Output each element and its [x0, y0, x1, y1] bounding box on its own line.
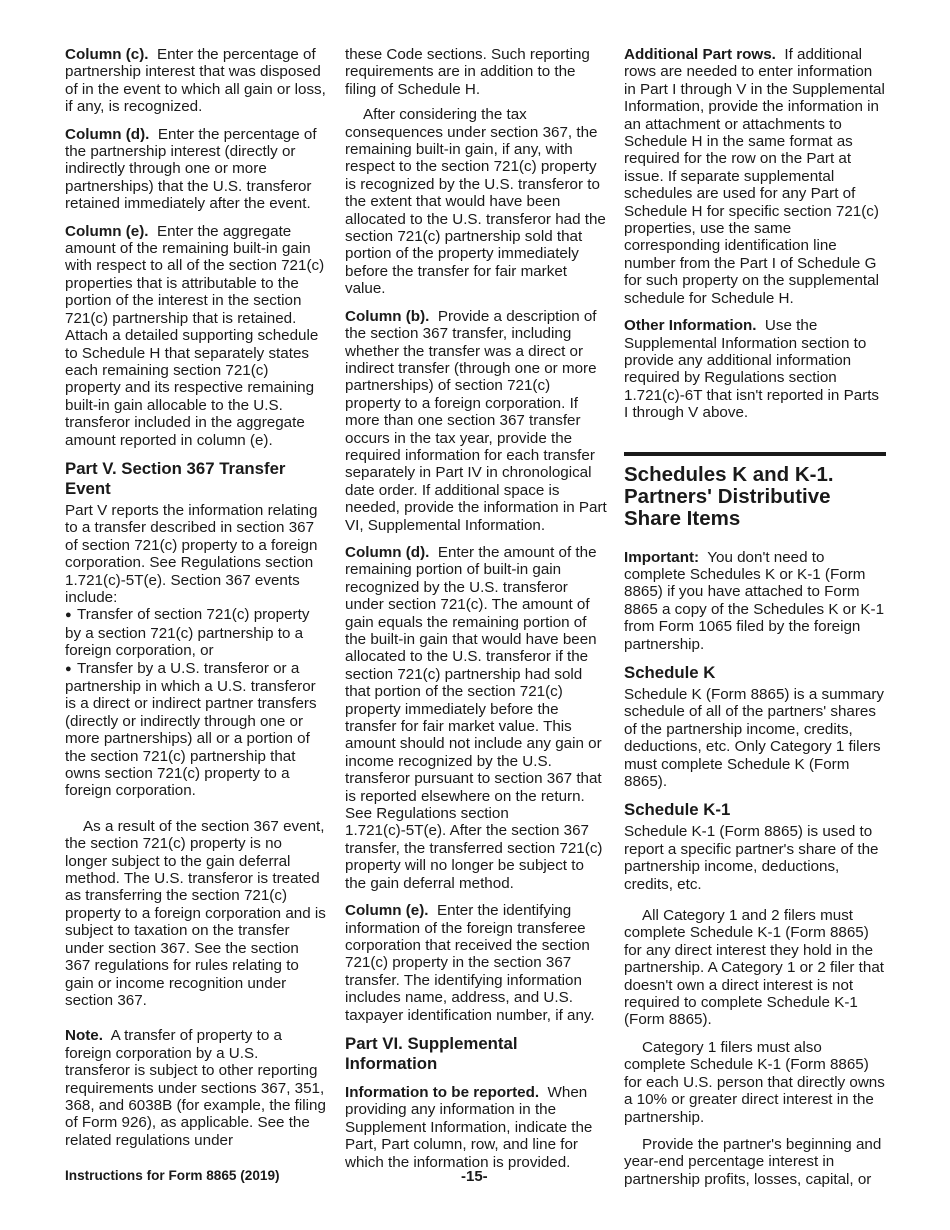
paragraph-lead: Column (d). — [65, 125, 150, 143]
bullet-icon: ● — [65, 609, 72, 622]
paragraph-continued: these Code sections. Such reporting requirements are in addition to the filing of Schedule H. — [345, 46, 590, 98]
paragraph-column-e — [345, 902, 607, 1024]
paragraph-column-e — [65, 223, 327, 449]
paragraph-lead: Column (b). — [345, 307, 430, 325]
paragraph-lead: Column (e). — [65, 222, 149, 240]
bullet-icon: ● — [65, 662, 72, 675]
paragraph-category-1-and-2: All Category 1 and 2 filers must complete Schedule K-1 (Form 8865) for any direct interest they hold in the partnership. A Category 1 or 2 filer that doesn't own a direct interest is not required to complete Schedule K-1 (Form 8865). — [624, 907, 885, 1029]
paragraph-lead: Important: — [624, 548, 700, 566]
bullet-item — [65, 660, 327, 800]
paragraph-text: Enter the aggregate amount of the remaining built-in gain with respect to all of the section 721(c) properties that is attributable to the portion of the interest in the section 721(c) partnership that is retained. Attach a detailed supporting schedule to Schedule H that separately states each remaining section 721(c) property and its respective remaining built-in gain allocable to the U.S. transferor included in the aggregate amount reported in column (e). — [65, 222, 325, 449]
bullet-text: Transfer of section 721(c) property by a section 721(c) partnership to a foreign corporation, or — [65, 606, 310, 660]
paragraph-percentage-interest: Provide the partner's beginning and year-end percentage interest in partnership profits, losses, capital, or — [624, 1135, 882, 1188]
paragraph-text: Enter the identifying information of the foreign transferee corporation that received the section 721(c) property in the section 367 transfer. The identifying information includes name, address, and U.S. taxpayer identification number, if any. — [345, 902, 595, 1024]
paragraph-column-b — [345, 308, 607, 534]
paragraph-section-367-result: As a result of the section 367 event, the section 721(c) property is no longer subject to the gain deferral method. The U.S. transferor is treated as transferring the section 721(c) property to a foreign corporation and is subject to taxation on the transfer under section 367. See the section 367 regulations for rules relating to gain or income recognition under section 367. — [65, 817, 326, 1009]
heading-part-vi: Part VI. Supplemental Information — [345, 1033, 518, 1073]
paragraph-lead: Additional Part rows. — [624, 46, 776, 63]
paragraph-text: Enter the amount of the remaining portion of built-in gain recognized by the U.S. transferor under section 721(c). The amount of gain equals the remaining portion of the built-in gain that would have been allocated to the U.S. transferor if the section 721(c) partnership had sold that portion of the section 721(c) property immediately before the transfer for fair market value. This amount should not include any gain or income recognized by the U.S. transferor pursuant to section 367 that is reported elsewhere on the return. See Regulations section 1.721(c)-5T(e). After the section 367 transfer, the transferred section 721(c) property will no longer be subject to the gain deferral method. — [345, 543, 603, 892]
paragraph-text: Enter the percentage of partnership interest that was disposed of in the event to which all gain or loss, if any, is recognized. — [65, 46, 326, 116]
text-column-3 — [624, 46, 886, 1198]
paragraph-lead: Column (d). — [345, 543, 430, 561]
paragraph-schedule-k1: Schedule K-1 (Form 8865) is used to report a specific partner's share of the partnership income, deductions, credits, etc. — [624, 823, 879, 893]
text-column-1 — [65, 46, 327, 1159]
paragraph-built-in-gain: After considering the tax consequences under section 367, the remaining built-in gain, if any, with respect to the section 721(c) property is recognized by the U.S. transferor to the extent that would have been allocated to the U.S. transferor had the section 721(c) partnership sold that portion of the property immediately before the transfer for fair market value. — [345, 106, 606, 298]
paragraph-important — [624, 549, 886, 653]
bullet-item — [65, 606, 327, 659]
paragraph-lead: Information to be reported. — [345, 1083, 540, 1101]
paragraph-text: A transfer of property to a foreign corporation by a U.S. transferor is subject to other reporting requirements under sections 367, 351, 368, and 6038B (for example, the filing of Form 926), as applicable. See the related regulations under — [65, 1027, 326, 1149]
heading-schedule-k: Schedule K — [624, 662, 716, 682]
paragraph-text: Use the Supplemental Information section to provide any additional information required by Regulations section 1.721(c)-6T that isn't reported in Parts I through V above. — [624, 317, 880, 422]
paragraph-information-to-be-reported — [345, 1084, 607, 1171]
paragraph-other-information — [624, 317, 886, 421]
section-divider — [624, 452, 886, 456]
text-column-2 — [345, 46, 607, 1181]
heading-schedules-k-and-k1: Schedules K and K-1. Partners' Distributive Share Items — [624, 462, 834, 530]
paragraph-lead: Column (e). — [345, 902, 429, 920]
paragraph-column-d — [345, 544, 607, 892]
paragraph-lead: Note. — [65, 1027, 103, 1045]
heading-schedule-k1: Schedule K-1 — [624, 800, 731, 820]
paragraph-text: You don't need to complete Schedules K or K-1 (Form 8865) if you have attached to Form 8865 a copy of the Schedules K or K-1 from Form 1065 filed by the foreign partnership. — [624, 548, 885, 653]
paragraph-schedule-k: Schedule K (Form 8865) is a summary schedule of all of the partners' shares of the partnership income, credits, deductions, etc. Only Category 1 filers must complete Schedule K (Form 8865). — [624, 685, 884, 790]
paragraph-text: If additional rows are needed to enter information in Part I through V in the Supplemental Information, provide the information in an attachment or attachments to Schedule H in the same format as required for the row on the Part at issue. If separate supplemental schedules are used for any Part of Schedule H for specific section 721(c) properties, use the same corresponding identification line number from the Part I of Schedule G for such property on the supplemental schedule for Schedule H. — [624, 46, 885, 307]
paragraph-lead: Other Information. — [624, 317, 757, 335]
paragraph-column-c — [65, 46, 327, 116]
paragraph-additional-part-rows — [624, 46, 886, 307]
paragraph-text: Provide a description of the section 367 transfer, including whether the transfer was a direct or indirect transfer (through one or more partnerships) of section 721(c) property to a foreign corporation. If more than one section 367 transfer occurs in the tax year, provide the required information for each transfer separately in Part IV in chronological date order. If additional space is needed, provide the information in Part VI, Supplemental Information. — [345, 307, 607, 534]
spacer — [65, 800, 327, 818]
bullet-text: Transfer by a U.S. transferor or a partnership in which a U.S. transferor is a direct or indirect partner transfers (directly or indirectly through one or more partnerships) all or a portion of the section 721(c) partnership that owns section 721(c) property to a foreign corporation. — [65, 659, 317, 800]
paragraph-text: When providing any information in the Supplement Information, indicate the Part, Part column, row, and line for which the information is provided. — [345, 1083, 593, 1171]
paragraph-lead: Column (c). — [65, 46, 149, 63]
heading-part-v: Part V. Section 367 Transfer Event — [65, 458, 286, 498]
spacer — [65, 1019, 327, 1027]
paragraph-column-d — [65, 126, 327, 213]
page-number: -15- — [461, 1168, 488, 1185]
paragraph-text: Enter the percentage of the partnership interest (directly or indirectly through one or more partnerships) that the U.S. transferor retained immediately after the event. — [65, 125, 317, 213]
paragraph-category-1: Category 1 filers must also complete Schedule K-1 (Form 8865) for each U.S. person that directly owns a 10% or greater direct interest in the partnership. — [624, 1038, 885, 1126]
paragraph-part-v-intro: Part V reports the information relating to a transfer described in section 367 of section 721(c) property to a foreign corporation. See Regulations section 1.721(c)-5T(e). Section 367 events include: — [65, 501, 318, 606]
paragraph-note — [65, 1027, 327, 1149]
footer-form-title: Instructions for Form 8865 (2019) — [65, 1168, 280, 1183]
